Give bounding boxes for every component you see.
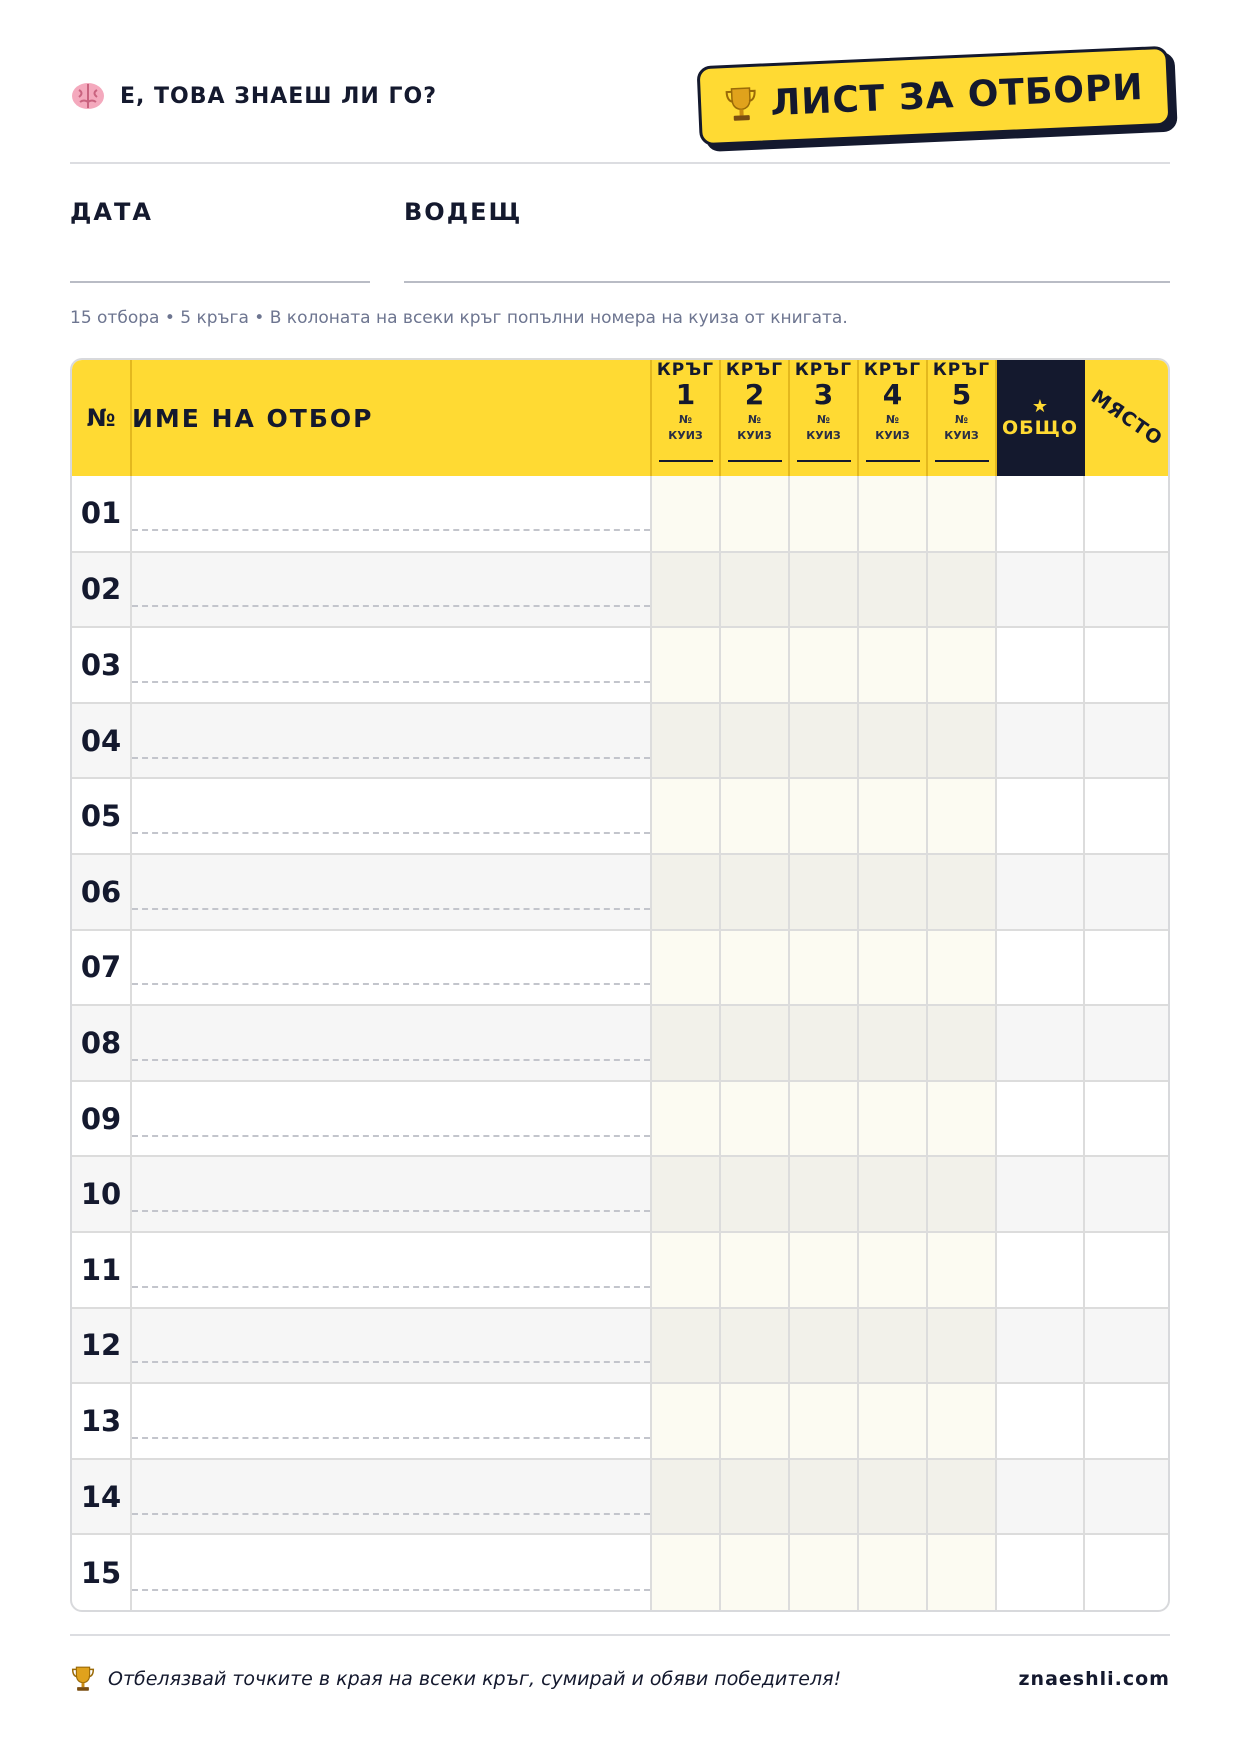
round-score-cell[interactable] [720,1156,789,1232]
host-label: ВОДЕЩ [404,198,523,226]
footer-note-group [70,1665,841,1693]
round-score-cell[interactable] [789,1232,858,1308]
round-score-cell[interactable] [927,1156,996,1232]
quiz-number-field[interactable] [866,460,920,462]
round-score-cell[interactable] [651,778,720,854]
round-score-cell[interactable] [927,1005,996,1081]
team-number: 03 [72,627,131,703]
round-score-cell[interactable] [858,1534,927,1610]
round-score-cell[interactable] [720,930,789,1006]
round-score-cell[interactable] [789,552,858,628]
team-number: 14 [72,1459,131,1535]
team-number: 01 [72,476,131,552]
date-field[interactable] [70,281,370,283]
team-name-field[interactable] [131,627,651,703]
brand-name: Е, ТОВА ЗНАЕШ ЛИ ГО? [120,83,437,109]
round-label: КРЪГ [725,360,784,380]
total-score-cell[interactable] [996,1383,1084,1459]
round-score-cell[interactable] [789,854,858,930]
round-score-cell[interactable] [927,930,996,1006]
table-row [72,552,1168,628]
round-score-cell[interactable] [651,1156,720,1232]
round-score-cell[interactable] [927,1383,996,1459]
round-label: КРЪГ [932,360,991,380]
trophy-icon [724,85,760,124]
round-score-cell[interactable] [927,1459,996,1535]
table-row [72,1383,1168,1459]
round-score-cell[interactable] [651,854,720,930]
round-score-cell[interactable] [858,552,927,628]
dashed-write-line [132,1437,650,1439]
dashed-write-line [132,832,650,834]
round-label: КРЪГ [863,360,922,380]
round-score-cell[interactable] [858,930,927,1006]
round-score-cell[interactable] [651,476,720,552]
team-number: 02 [72,552,131,628]
team-name-field[interactable] [131,1081,651,1157]
round-score-cell[interactable] [720,552,789,628]
team-number: 11 [72,1232,131,1308]
round-score-cell[interactable] [927,1232,996,1308]
round-score-cell[interactable] [927,703,996,779]
round-score-cell[interactable] [858,778,927,854]
round-score-cell[interactable] [651,1383,720,1459]
header [70,50,1170,160]
round-number: 5 [951,378,972,411]
team-name-field[interactable] [131,1534,651,1610]
table-row [72,703,1168,779]
quiz-label: КУИЗ [944,429,979,442]
table-row [72,1534,1168,1610]
dashed-write-line [132,1059,650,1061]
place-cell[interactable] [1084,1005,1168,1081]
round-score-cell[interactable] [858,1156,927,1232]
quiz-label: КУИЗ [806,429,841,442]
total-score-cell[interactable] [996,1308,1084,1384]
team-number: 08 [72,1005,131,1081]
place-cell[interactable] [1084,930,1168,1006]
team-name-field[interactable] [131,778,651,854]
round-score-cell[interactable] [789,703,858,779]
total-score-cell[interactable] [996,1005,1084,1081]
table-row [72,627,1168,703]
round-score-cell[interactable] [927,854,996,930]
round-score-cell[interactable] [927,778,996,854]
dashed-write-line [132,605,650,607]
total-score-cell[interactable] [996,1534,1084,1610]
table-row [72,1308,1168,1384]
place-cell[interactable] [1084,1459,1168,1535]
round-score-cell[interactable] [651,1534,720,1610]
team-name-field[interactable] [131,552,651,628]
table-row [72,1459,1168,1535]
quiz-label: КУИЗ [668,429,703,442]
total-label: ОБЩО [1002,417,1078,439]
team-name-field[interactable] [131,1383,651,1459]
dashed-write-line [132,1513,650,1515]
divider [70,1634,1170,1636]
round-score-cell[interactable] [651,1081,720,1157]
round-header [858,360,927,476]
round-score-cell[interactable] [651,1308,720,1384]
round-header [720,360,789,476]
quiz-no-symbol: № [747,413,762,426]
place-cell[interactable] [1084,552,1168,628]
team-number: 04 [72,703,131,779]
team-name-field[interactable] [131,703,651,779]
round-score-cell[interactable] [789,1156,858,1232]
round-header [927,360,996,476]
quiz-no-symbol: № [678,413,693,426]
total-score-cell[interactable] [996,778,1084,854]
round-score-cell[interactable] [651,627,720,703]
place-label: МЯСТО [1086,385,1167,451]
place-header [1084,360,1168,476]
round-score-cell[interactable] [789,1383,858,1459]
team-name-field[interactable] [131,1308,651,1384]
dashed-write-line [132,1361,650,1363]
round-score-cell[interactable] [651,1459,720,1535]
place-cell[interactable] [1084,1383,1168,1459]
dashed-write-line [132,1286,650,1288]
round-score-cell[interactable] [789,1459,858,1535]
team-name-field[interactable] [131,1156,651,1232]
place-cell[interactable] [1084,1232,1168,1308]
dashed-write-line [132,681,650,683]
round-header [651,360,720,476]
round-score-cell[interactable] [651,703,720,779]
round-score-cell[interactable] [927,1081,996,1157]
round-number: 3 [813,378,834,411]
team-number: 07 [72,930,131,1006]
quiz-label: КУИЗ [737,429,772,442]
round-score-cell[interactable] [858,1081,927,1157]
round-score-cell[interactable] [927,1534,996,1610]
team-name-field[interactable] [131,1005,651,1081]
dashed-write-line [132,983,650,985]
place-cell[interactable] [1084,627,1168,703]
brain-icon [70,78,106,114]
round-score-cell[interactable] [858,703,927,779]
team-name-field[interactable] [131,854,651,930]
round-label: КРЪГ [794,360,853,380]
round-score-cell[interactable] [720,778,789,854]
round-score-cell[interactable] [720,476,789,552]
round-score-cell[interactable] [858,854,927,930]
round-score-cell[interactable] [651,1232,720,1308]
round-score-cell[interactable] [927,1308,996,1384]
team-name-header: ИМЕ НА ОТБОР [131,360,651,476]
brand [70,78,437,114]
round-score-cell[interactable] [858,627,927,703]
team-number: 15 [72,1534,131,1610]
round-score-cell[interactable] [789,1534,858,1610]
round-score-cell[interactable] [927,552,996,628]
round-score-cell[interactable] [720,1383,789,1459]
round-score-cell[interactable] [858,476,927,552]
host-field[interactable] [404,281,1170,283]
total-score-cell[interactable] [996,627,1084,703]
instructions: 15 отбора • 5 кръга • В колоната на всеки кръг попълни номера на куиза от книгата. [70,308,848,328]
place-cell[interactable] [1084,476,1168,552]
round-score-cell[interactable] [858,1459,927,1535]
quiz-number-field[interactable] [728,460,782,462]
round-number: 1 [675,378,696,411]
quiz-no-symbol: № [954,413,969,426]
round-header [789,360,858,476]
dashed-write-line [132,1135,650,1137]
team-name-field[interactable] [131,1459,651,1535]
team-number: 13 [72,1383,131,1459]
star-icon: ★ [1031,396,1049,417]
round-score-cell[interactable] [651,1005,720,1081]
footer-note: Отбелязвай точките в края на всеки кръг, сумирай и обяви победителя! [108,1668,842,1690]
sheet-title-badge [696,46,1171,147]
team-number: 12 [72,1308,131,1384]
table-row [72,778,1168,854]
round-score-cell[interactable] [858,1005,927,1081]
total-score-cell[interactable] [996,854,1084,930]
team-name-field[interactable] [131,930,651,1006]
total-score-cell[interactable] [996,476,1084,552]
total-score-cell[interactable] [996,552,1084,628]
dashed-write-line [132,529,650,531]
table-row [72,1081,1168,1157]
round-score-cell[interactable] [720,627,789,703]
divider [70,162,1170,164]
round-score-cell[interactable] [720,1005,789,1081]
team-number: 06 [72,854,131,930]
table-row [72,854,1168,930]
dashed-write-line [132,757,650,759]
quiz-no-symbol: № [885,413,900,426]
date-label: ДАТА [70,198,153,226]
round-score-cell[interactable] [789,476,858,552]
round-score-cell[interactable] [720,1459,789,1535]
round-score-cell[interactable] [789,1081,858,1157]
website-link[interactable]: znaeshli.com [1018,1668,1170,1690]
quiz-number-field[interactable] [797,460,851,462]
round-score-cell[interactable] [720,854,789,930]
team-name-field[interactable] [131,476,651,552]
round-score-cell[interactable] [651,552,720,628]
place-cell[interactable] [1084,703,1168,779]
round-score-cell[interactable] [789,930,858,1006]
total-score-cell[interactable] [996,930,1084,1006]
team-number: 10 [72,1156,131,1232]
score-table [70,358,1170,1612]
round-number: 2 [744,378,765,411]
place-cell[interactable] [1084,854,1168,930]
round-score-cell[interactable] [927,627,996,703]
round-score-cell[interactable] [720,1308,789,1384]
number-header: № [72,360,131,476]
quiz-no-symbol: № [816,413,831,426]
sheet-title: ЛИСТ ЗА ОТБОРИ [769,66,1145,124]
round-score-cell[interactable] [927,476,996,552]
team-name-field[interactable] [131,1232,651,1308]
quiz-number-field[interactable] [935,460,989,462]
round-score-cell[interactable] [720,1081,789,1157]
table-row [72,1232,1168,1308]
table-row [72,1156,1168,1232]
round-score-cell[interactable] [858,1308,927,1384]
round-score-cell[interactable] [651,930,720,1006]
place-cell[interactable] [1084,1156,1168,1232]
round-score-cell[interactable] [789,1005,858,1081]
round-score-cell[interactable] [858,1383,927,1459]
round-score-cell[interactable] [789,1308,858,1384]
table-row [72,476,1168,552]
round-score-cell[interactable] [789,627,858,703]
round-label: КРЪГ [656,360,715,380]
total-score-cell[interactable] [996,1232,1084,1308]
place-cell[interactable] [1084,1308,1168,1384]
trophy-icon [70,1665,96,1693]
total-header [996,360,1084,476]
place-cell[interactable] [1084,1081,1168,1157]
total-score-cell[interactable] [996,1081,1084,1157]
round-number: 4 [882,378,903,411]
dashed-write-line [132,1589,650,1591]
total-score-cell[interactable] [996,1459,1084,1535]
round-score-cell[interactable] [720,1534,789,1610]
round-score-cell[interactable] [789,778,858,854]
quiz-label: КУИЗ [875,429,910,442]
round-score-cell[interactable] [720,1232,789,1308]
table-row [72,930,1168,1006]
place-cell[interactable] [1084,1534,1168,1610]
round-score-cell[interactable] [858,1232,927,1308]
dashed-write-line [132,908,650,910]
total-score-cell[interactable] [996,1156,1084,1232]
team-number: 05 [72,778,131,854]
dashed-write-line [132,1210,650,1212]
quiz-number-field[interactable] [659,460,713,462]
table-row [72,1005,1168,1081]
total-score-cell[interactable] [996,703,1084,779]
round-score-cell[interactable] [720,703,789,779]
place-cell[interactable] [1084,778,1168,854]
team-number: 09 [72,1081,131,1157]
